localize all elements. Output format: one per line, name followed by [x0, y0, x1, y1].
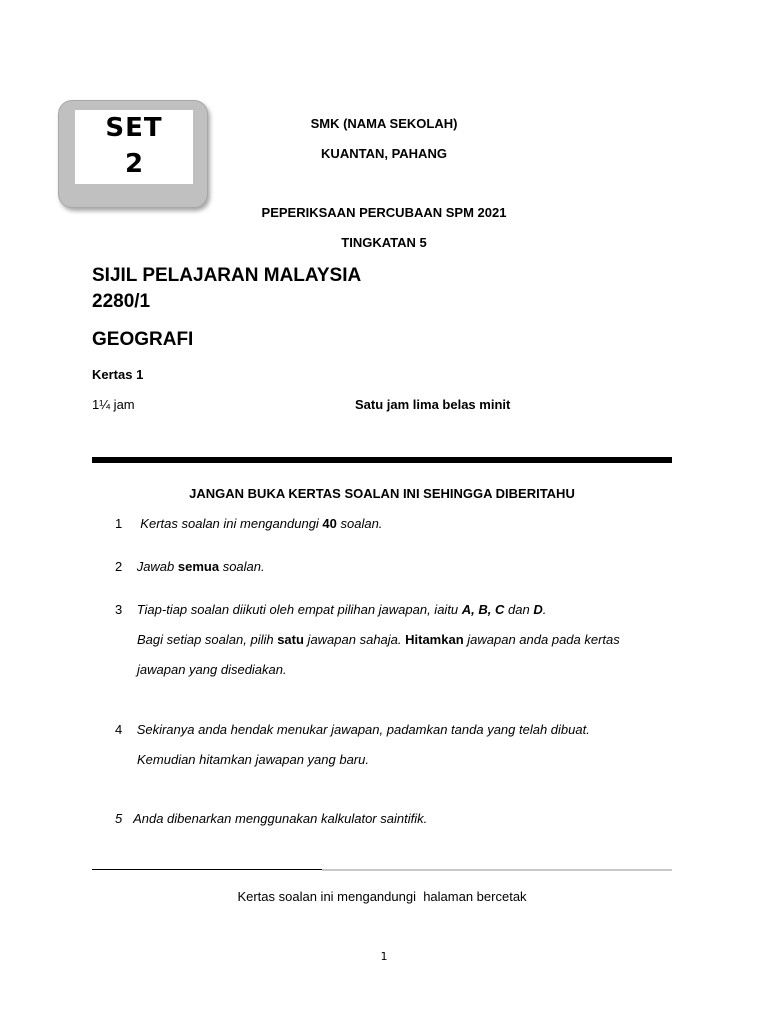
footer-rule-dark [92, 869, 322, 870]
school-location: KUANTAN, PAHANG [321, 146, 447, 161]
certificate-title: SIJIL PELAJARAN MALAYSIA [92, 265, 362, 286]
set-label: SET [105, 113, 163, 143]
section-divider [92, 457, 672, 463]
instruction-2: 2 Jawab semua soalan. [115, 559, 265, 574]
instruction-3-line-1: 3 Tiap-tiap soalan diikuti oleh empat pilihan jawapan, iaitu A, B, C dan D. [115, 602, 547, 617]
instruction-number: 2 [115, 559, 123, 574]
paper-code: 2280/1 [92, 291, 151, 312]
instruction-number: 4 [115, 722, 123, 737]
paper-number: Kertas 1 [92, 367, 144, 382]
instruction-number: 3 [115, 602, 123, 617]
instruction-4-line-2: Kemudian hitamkan jawapan yang baru. [137, 752, 369, 767]
instruction-3-line-2: Bagi setiap soalan, pilih satu jawapan sahaja. Hitamkan jawapan anda pada kertas [137, 632, 620, 647]
instruction-number: 5 [115, 811, 123, 826]
set-number: 2 [124, 149, 144, 179]
instruction-4-line-1: 4 Sekiranya anda hendak menukar jawapan, padamkan tanda yang telah dibuat. [115, 722, 590, 737]
instructions-heading: JANGAN BUKA KERTAS SOALAN INI SEHINGGA DIBERITAHU [189, 486, 575, 501]
exam-name: PEPERIKSAAN PERCUBAAN SPM 2021 [261, 205, 507, 220]
instruction-1: 1 Kertas soalan ini mengandungi 40 soalan. [115, 516, 383, 531]
instruction-3-line-3: jawapan yang disediakan. [137, 662, 287, 677]
footer-rule-light [322, 869, 672, 871]
page-number: 1 [380, 950, 388, 963]
instruction-number: 1 [115, 516, 123, 531]
subject-title: GEOGRAFI [92, 329, 194, 350]
school-name: SMK (NAMA SEKOLAH) [310, 116, 458, 131]
form-level: TINGKATAN 5 [341, 235, 427, 250]
page-count-note: Kertas soalan ini mengandungi halaman bercetak [237, 889, 527, 904]
duration-long: Satu jam lima belas minit [355, 397, 511, 412]
instruction-5: 5 Anda dibenarkan menggunakan kalkulator saintifik. [115, 811, 428, 826]
duration-short: 1¼ jam [92, 397, 135, 412]
